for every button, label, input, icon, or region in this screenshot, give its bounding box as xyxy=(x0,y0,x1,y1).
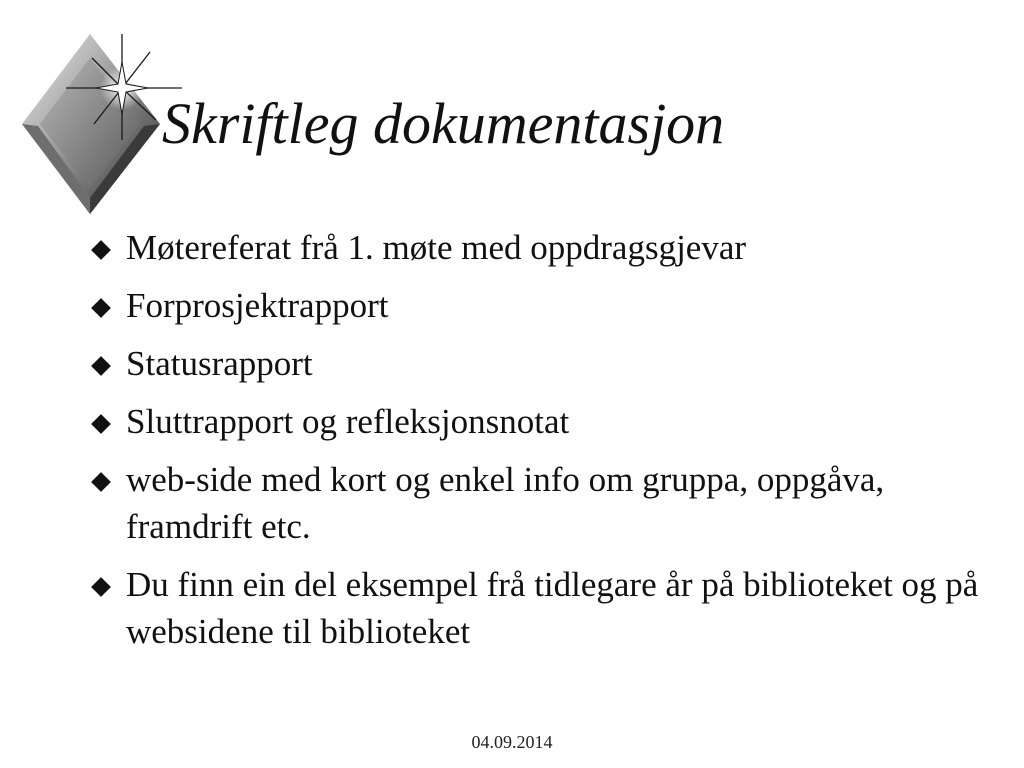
diamond-bullet-icon xyxy=(91,577,111,597)
footer-date: 04.09.2014 xyxy=(471,732,553,752)
diamond-bullet-icon xyxy=(91,472,111,492)
diamond-bullet-icon xyxy=(91,240,111,260)
diamond-bullet-icon xyxy=(91,414,111,434)
list-item xyxy=(90,561,990,655)
list-item xyxy=(90,282,990,329)
bullet-list xyxy=(90,224,990,666)
list-item xyxy=(90,398,990,445)
bullet-text: web-side med kort og enkel info om gruppa, oppgåva, framdrift etc. xyxy=(126,460,885,546)
diamond-bullet-icon xyxy=(91,298,111,318)
diamond-bullet-icon xyxy=(91,356,111,376)
slide-title: Skriftleg dokumentasjon xyxy=(162,91,725,156)
bullet-text: Forprosjektrapport xyxy=(126,286,389,325)
bullet-text: Statusrapport xyxy=(126,344,313,383)
list-item xyxy=(90,456,990,550)
bullet-text: Du finn ein del eksempel frå tidlegare år på biblioteket og på websidene til biblioteket xyxy=(126,565,979,651)
list-item xyxy=(90,224,990,271)
list-item xyxy=(90,340,990,387)
bullet-text: Sluttrapport og refleksjonsnotat xyxy=(126,402,570,441)
bullet-text: Møtereferat frå 1. møte med oppdragsgjevar xyxy=(126,228,747,267)
